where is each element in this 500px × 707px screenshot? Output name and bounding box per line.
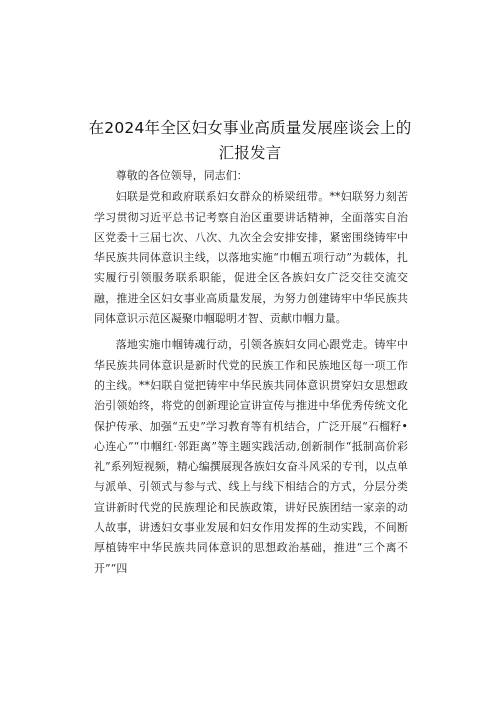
- title-line-1: 在2024年全区妇女事业高质量发展座谈会上的: [88, 119, 412, 137]
- document-title: [60, 116, 440, 166]
- paragraph-1: 妇联是党和政府联系妇女群众的桥梁纽带。**妇联努力刻苦学习贯彻习近平总书记考察自治区重要讲话精神，全面落实自治区党委十三届七次、八次、九次全会安排安排，紧密围绕铸牢中华民族共同体意识主线，以落地实施“巾帼五项行动”为载体，扎实履行引领服务联系职能，促进全区各族妇女广泛交往交流交融，推进全区妇女事业高质量发展，为努力创建铸牢中华民族共同体意识示范区凝聚巾帼聪明才智、贡献巾帼力量。: [94, 190, 408, 326]
- paragraph-2: 落地实施巾帼铸魂行动，引领各族妇女同心跟党走。铸牢中华民族共同体意识是新时代党的民族工作和民族地区每一项工作的主线。**妇联自觉把铸牢中华民族共同体意识贯穿妇女思想政治引领始终，将党的创新理论宣讲宣传与推进中华优秀传统文化保护传承、加强“五史”学习教育等有机结合，广泛开展“石榴籽•心连心”“巾帼红·邻距离”等主题实践活动,创新制作“抵制高价彩礼”系列短视频，精心编撰展现各族妇女奋斗风采的专刊，以点单与派单、引领式与参与式、线上与线下相结合的方式，分层分类宣讲新时代党的民族理论和民族政策，讲好民族团结一家亲的动人故事，讲透妇女事业发展和妇女作用发挥的生动实践，不间断厚植铸牢中华民族共同体意识的思想政治基础，推进“三个离不开”“四: [94, 338, 408, 575]
- greeting: 尊敬的各位领导，同志们：: [115, 169, 248, 182]
- document-body: [94, 166, 408, 579]
- title-line-2: 汇报发言: [218, 144, 282, 162]
